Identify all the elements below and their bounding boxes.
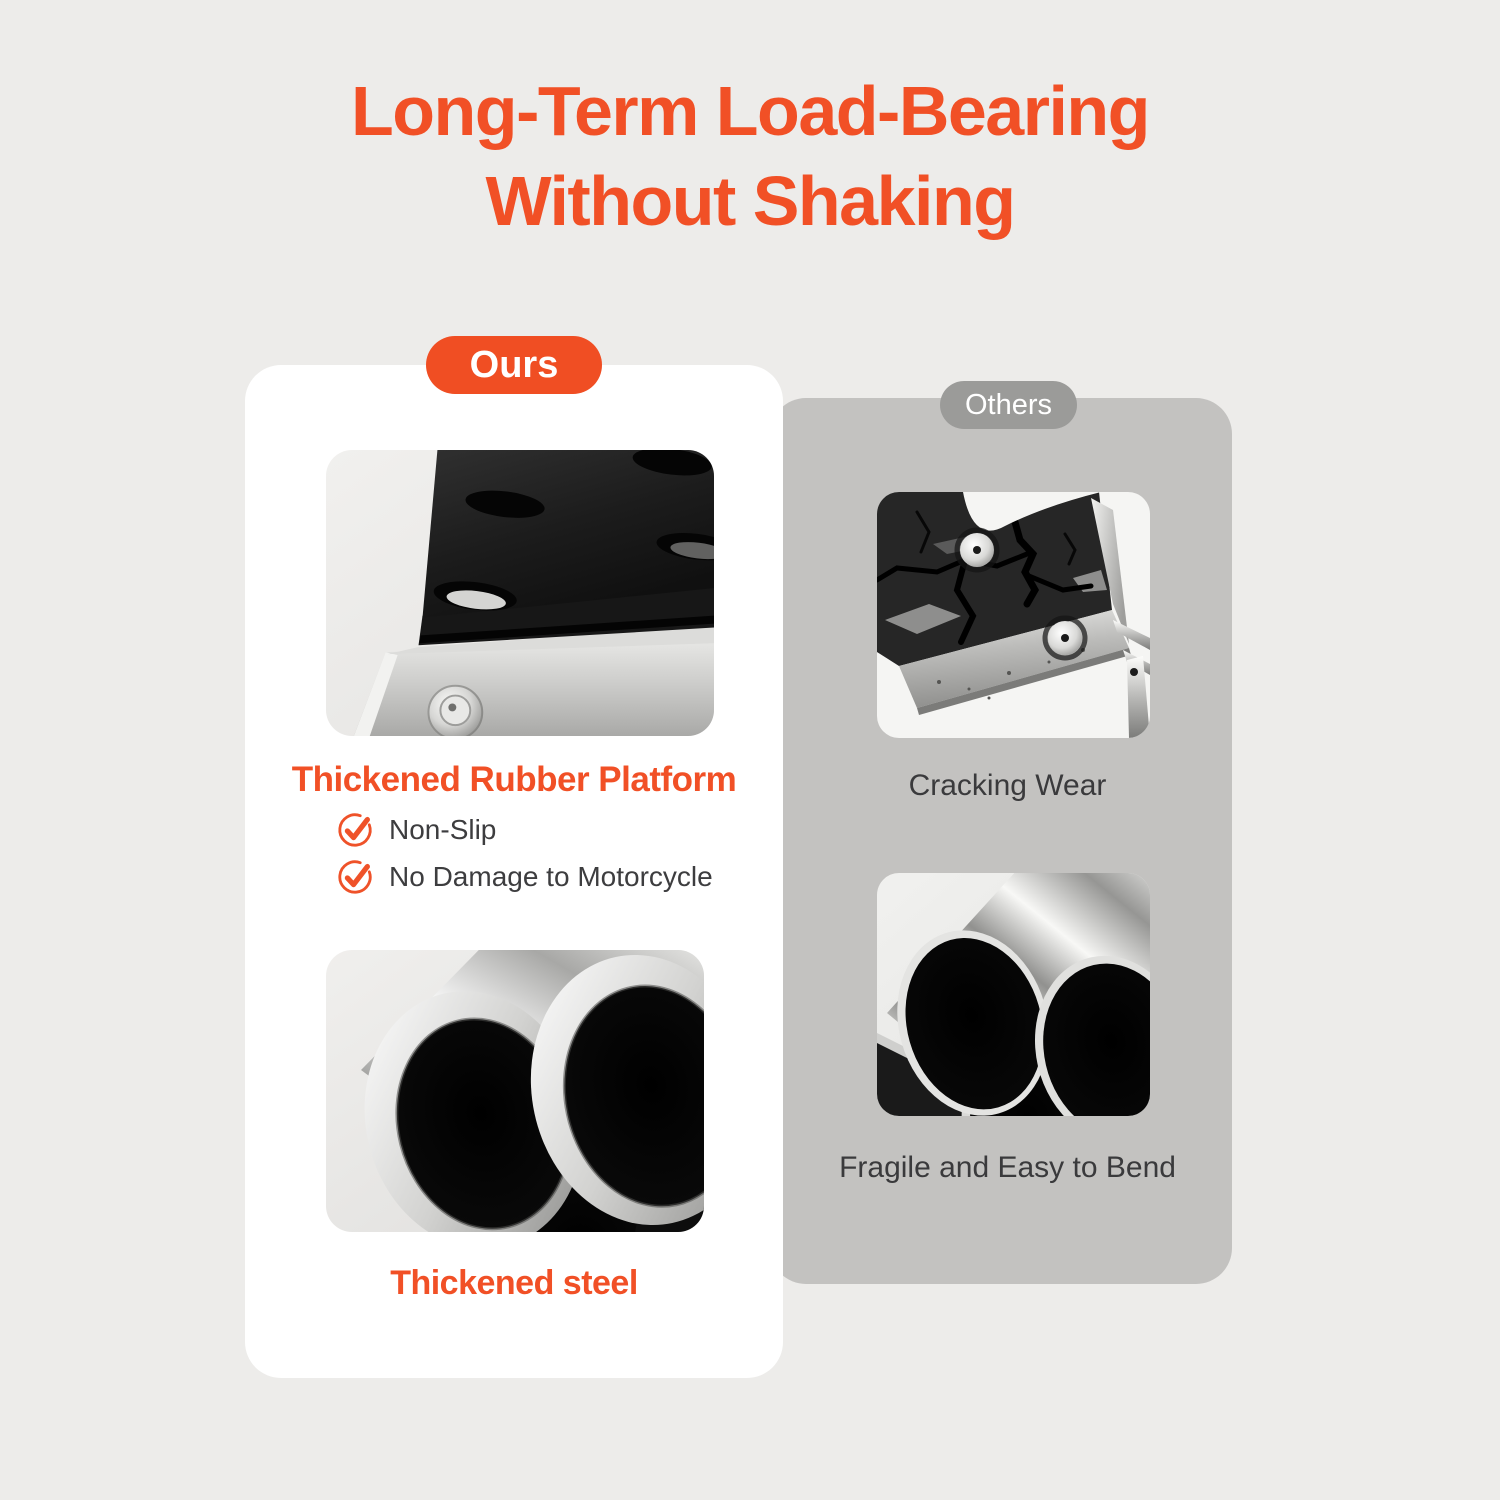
feature-label: No Damage to Motorcycle bbox=[389, 861, 713, 892]
ours-feature-list bbox=[336, 811, 713, 896]
others-badge bbox=[940, 381, 1077, 429]
cracked-pad-art bbox=[877, 492, 1150, 738]
ours-rubber-platform-image bbox=[326, 450, 714, 736]
others-thin-steel-image bbox=[877, 873, 1150, 1116]
ours-steel-caption: Thickened steel bbox=[390, 1264, 638, 1302]
ours-badge bbox=[426, 336, 602, 394]
others-steel-caption: Fragile and Easy to Bend bbox=[839, 1151, 1176, 1184]
check-circle-icon bbox=[336, 858, 374, 896]
page-title bbox=[0, 66, 1500, 246]
feature-label: Non-Slip bbox=[389, 814, 497, 845]
feature-item-no-damage bbox=[336, 858, 713, 896]
check-circle-icon bbox=[336, 811, 374, 849]
rubber-platform-art bbox=[326, 450, 714, 736]
ours-thick-steel-image bbox=[326, 950, 704, 1232]
others-cracked-pad-image bbox=[877, 492, 1150, 738]
title-line-1: Long-Term Load-Bearing bbox=[351, 72, 1149, 150]
title-line-2: Without Shaking bbox=[485, 162, 1015, 240]
ours-badge-label: Ours bbox=[469, 343, 559, 386]
feature-item-non-slip bbox=[336, 811, 713, 849]
thin-steel-art bbox=[877, 873, 1150, 1116]
ours-platform-caption: Thickened Rubber Platform bbox=[291, 760, 737, 799]
thick-steel-art bbox=[326, 950, 704, 1232]
others-badge-label: Others bbox=[964, 388, 1053, 421]
others-platform-caption: Cracking Wear bbox=[908, 769, 1107, 802]
